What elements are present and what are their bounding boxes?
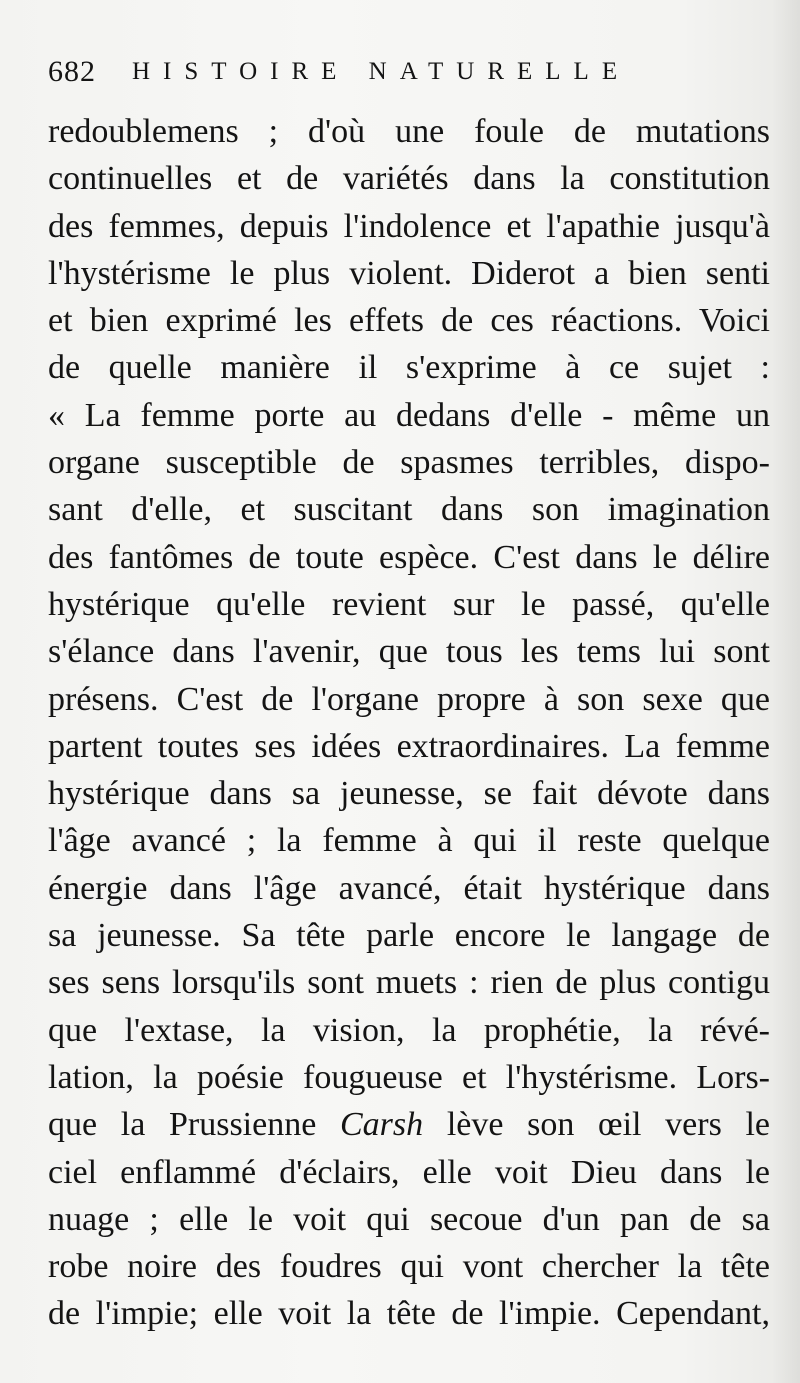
page-edge-shadow: [772, 0, 800, 1383]
body-text: [48, 108, 770, 1338]
text-line: « La femme porte au dedans d'elle - même un: [48, 396, 770, 434]
text-line: de l'impie; elle voit la tête de l'impie. Cependant,: [48, 1295, 770, 1333]
text-line: redoublemens ; d'où une foule de mutations: [48, 113, 770, 150]
text-line: s'élance dans l'avenir, que tous les tems lui sont: [48, 633, 770, 671]
text-segment: lève son œil vers le: [446, 1106, 770, 1144]
text-line: ciel enflammé d'éclairs, elle voit Dieu dans le: [48, 1153, 770, 1191]
text-line: partent toutes ses idées extraordinaires. La femme: [48, 727, 770, 765]
text-line: sa jeunesse. Sa tête parle encore le langage de: [48, 917, 770, 955]
text-line: présens. C'est de l'organe propre à son sexe que: [48, 680, 770, 718]
italic-name: Carsh: [340, 1106, 424, 1144]
text-line: sant d'elle, et suscitant dans son imagination: [48, 491, 770, 529]
text-line: énergie dans l'âge avancé, était hystérique dans: [48, 869, 770, 907]
text-line: que l'extase, la vision, la prophétie, la révé-: [48, 1011, 770, 1049]
text-line: lation, la poésie fougueuse et l'hystérisme. Lors-: [48, 1058, 770, 1096]
text-line: robe noire des foudres qui vont chercher la tête: [48, 1248, 770, 1286]
text-line: l'hystérisme le plus violent. Diderot a bien senti: [48, 254, 770, 292]
text-line: des femmes, depuis l'indolence et l'apathie jusqu'à: [48, 207, 770, 245]
text-line: hystérique qu'elle revient sur le passé, qu'elle: [48, 585, 770, 623]
page-number: 682: [48, 55, 96, 88]
page-header: [48, 52, 768, 92]
text-line: nuage ; elle le voit qui secoue d'un pan de sa: [48, 1200, 770, 1238]
text-line: l'âge avancé ; la femme à qui il reste quelque: [48, 822, 770, 860]
text-line: continuelles et de variétés dans la constitution: [48, 160, 770, 198]
text-line: organe susceptible de spasmes terribles, dispo-: [48, 444, 770, 482]
text-line: de quelle manière il s'exprime à ce sujet :: [48, 349, 770, 387]
running-title: HISTOIRE NATURELLE: [132, 58, 631, 85]
text-line-with-name: [48, 1101, 770, 1148]
text-line: ses sens lorsqu'ils sont muets : rien de plus contigu: [48, 964, 770, 1002]
text-line: des fantômes de toute espèce. C'est dans le délire: [48, 538, 770, 576]
text-line: et bien exprimé les effets de ces réactions. Voici: [48, 302, 770, 340]
text-line: hystérique dans sa jeunesse, se fait dévote dans: [48, 775, 770, 813]
text-segment: que la Prussienne: [48, 1106, 317, 1144]
